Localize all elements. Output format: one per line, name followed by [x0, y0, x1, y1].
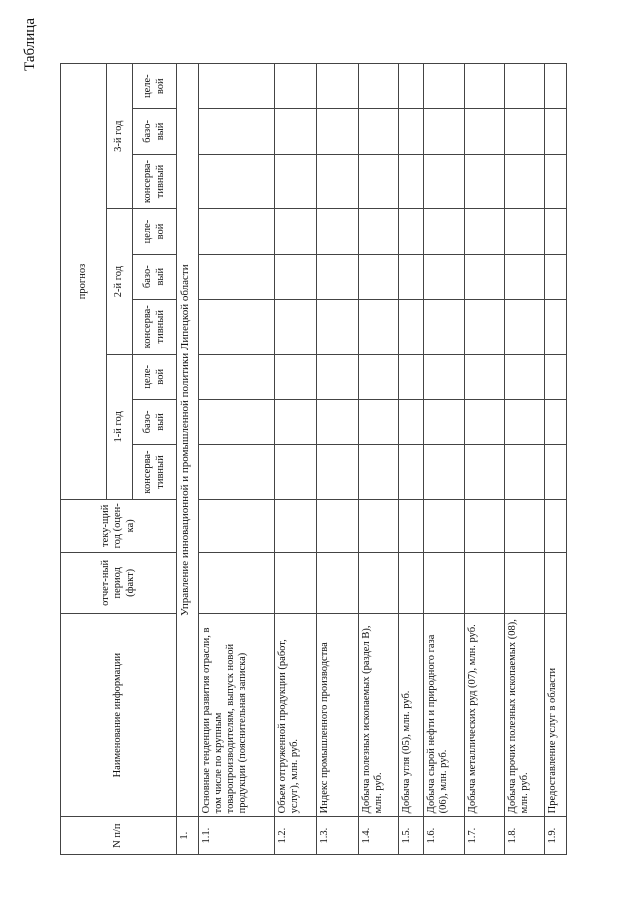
row-name: Индекс промышленного производства [317, 613, 359, 816]
row-num: 1.6. [424, 817, 465, 855]
table-row [359, 64, 399, 855]
table-row [505, 64, 545, 855]
header-variant: консерва-тивный [133, 299, 177, 354]
section-num: 1. [177, 817, 199, 855]
row-num: 1.7. [465, 817, 505, 855]
row-name: Объем отгруженной продукции (работ, услуг), млн. руб. [275, 613, 317, 816]
header-variant: целе-вой [133, 354, 177, 399]
table-row [465, 64, 505, 855]
row-num: 1.2. [275, 817, 317, 855]
header-current: теку-щий год (оцен-ка) [61, 499, 177, 552]
row-name: Добыча металлических руд (07), млн. руб. [465, 613, 505, 816]
table-row [199, 64, 275, 855]
row-num: 1.9. [545, 817, 567, 855]
row-name: Основные тенденции развития отрасли, в том числе по крупным товаропроизводителям, выпуск новой продукции (пояснительная записка) [199, 613, 275, 816]
header-forecast: прогноз [61, 64, 107, 500]
table-row [317, 64, 359, 855]
header-year-1: 1-й год [107, 354, 133, 499]
row-name: Добыча прочих полезных ископаемых (08), млн. руб. [505, 613, 545, 816]
table-row [275, 64, 317, 855]
table-row [399, 64, 424, 855]
row-name: Добыча угля (05), млн. руб. [399, 613, 424, 816]
table-row [545, 64, 567, 855]
header-num: N п/п [61, 817, 177, 855]
row-num: 1.4. [359, 817, 399, 855]
header-variant: базо-вый [133, 254, 177, 299]
row-num: 1.8. [505, 817, 545, 855]
row-name: Добыча сырой нефти и природного газа (06), млн. руб. [424, 613, 465, 816]
table-caption: Таблица [22, 18, 38, 71]
section-title: Управление инновационной и промышленной политики Липецкой области [177, 64, 199, 817]
forecast-table [60, 63, 567, 855]
header-variant: базо-вый [133, 399, 177, 444]
row-num: 1.1. [199, 817, 275, 855]
header-name: Наименование информации [61, 613, 177, 816]
header-variant: консерва-тивный [133, 445, 177, 500]
table-row [424, 64, 465, 855]
header-year-3: 3-й год [107, 64, 133, 209]
row-name: Добыча полезных ископаемых (раздел B), млн. руб. [359, 613, 399, 816]
header-reporting: отчет-ный период (факт) [61, 552, 177, 613]
header-year-2: 2-й год [107, 209, 133, 354]
header-variant: базо-вый [133, 109, 177, 154]
row-name: Предоставление услуг в области [545, 613, 567, 816]
header-variant: целе-вой [133, 64, 177, 109]
header-variant: консерва-тивный [133, 154, 177, 209]
row-num: 1.3. [317, 817, 359, 855]
row-num: 1.5. [399, 817, 424, 855]
header-variant: целе-вой [133, 209, 177, 254]
